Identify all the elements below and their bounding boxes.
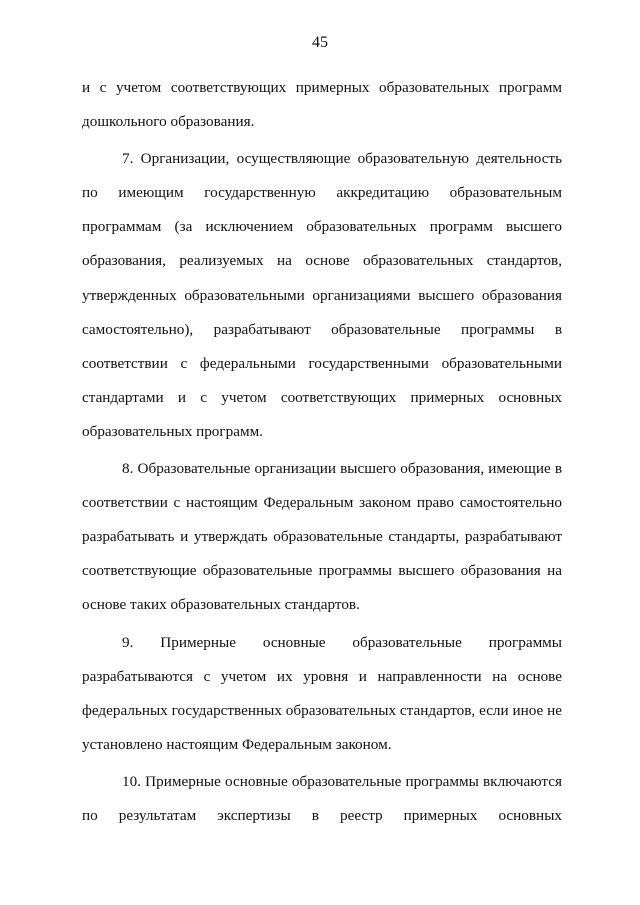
paragraph-10-text: 10. Примерные основные образовательные программы включаются по результатам экспертизы в реестр примерных основных [82, 772, 562, 824]
paragraph-8: 8. Образовательные организации высшего образования, имеющие в соответствии с настоящим Федеральным законом право самостоятельно разрабатывать и утверждать образовательные стандарты, разрабатывают соответствующие образовательные программы высшего образования на основе таких образовательных стандартов. [82, 460, 562, 614]
paragraph-7: 7. Организации, осуществляющие образовательную деятельность по имеющим государственную аккредитацию образовательным программам (за исключением образовательных программ высшего образования, реализуемых на основе образовательных стандартов, утвержденных образовательными организациями высшего образования самостоятельно), разрабатывают образовательные программы в соответствии с федеральными государственными образовательными стандартами и с учетом соответствующих примерных основных образовательных программ. [82, 150, 562, 440]
document-body [82, 71, 562, 833]
paragraph-9: 9. Примерные основные образовательные программы разрабатываются с учетом их уровня и направленности на основе федеральных государственных образовательных стандартов, если иное не установлено настоящим Федеральным законом. [82, 633, 562, 753]
paragraph-continuation: и с учетом соответствующих примерных образовательных программ дошкольного образования. [82, 79, 562, 131]
page-number: 45 [312, 34, 328, 51]
paragraph-10 [82, 765, 562, 833]
